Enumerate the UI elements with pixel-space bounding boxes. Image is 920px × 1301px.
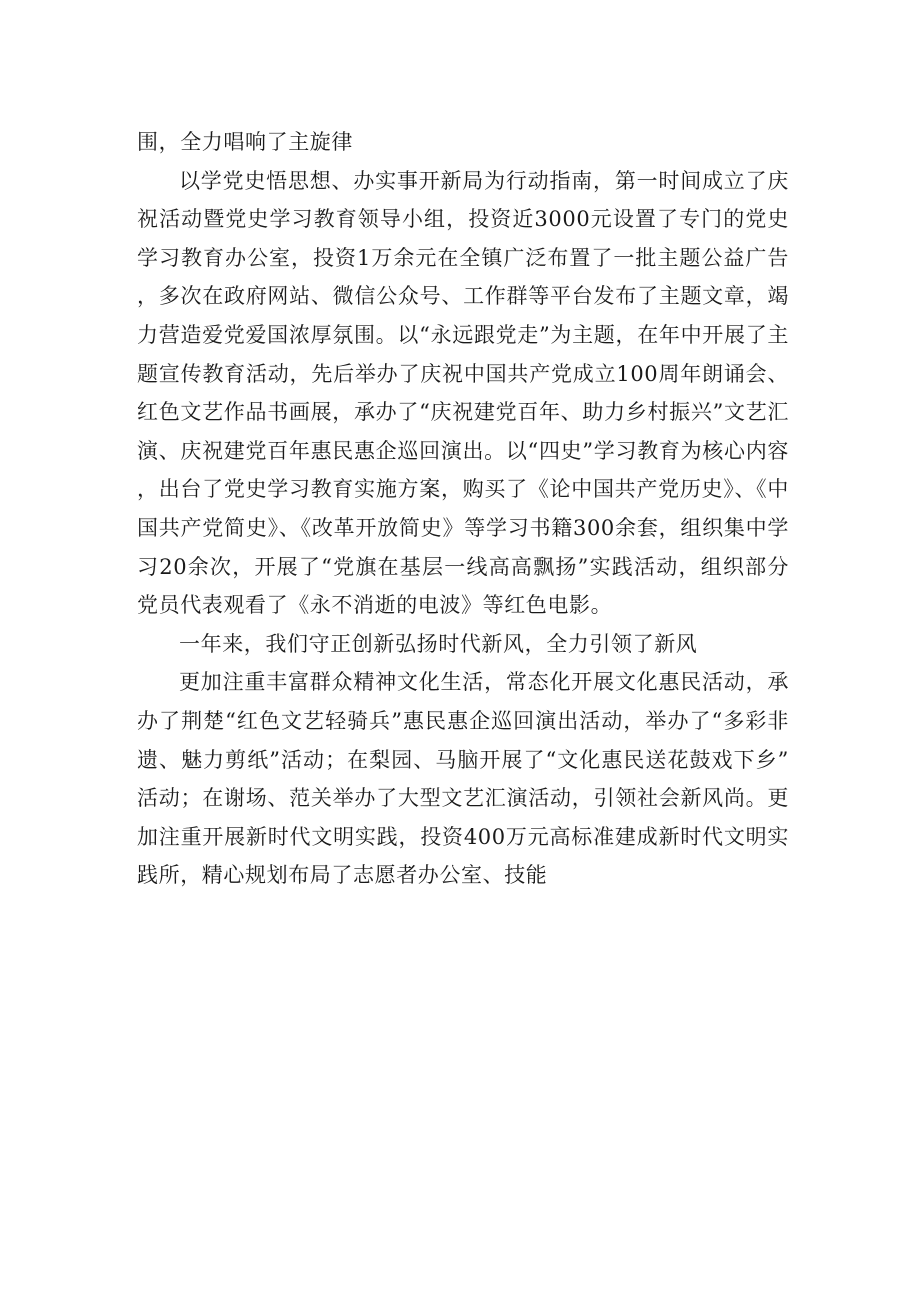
document-page — [137, 123, 789, 895]
paragraph-3: 一年来，我们守正创新弘扬时代新风，全力引领了新风 — [179, 631, 698, 656]
paragraph-4: 更加注重丰富群众精神文化生活，常态化开展文化惠民活动，承办了荆楚“红色文艺轻骑兵”惠民惠企巡回演出活动，举办了“多彩非遗、魅力剪纸”活动；在梨园、马脑开展了“文化惠民送花鼓戏下乡”活动；在谢场、范关举办了大型文艺汇演活动，引领社会新风尚。更加注重开展新时代文明实践，投资400万元高标准建成新时代文明实践所，精心规划布局了志愿者办公室、技能 — [137, 670, 789, 888]
paragraph-2: 以学党史悟思想、办实事开新局为行动指南，第一时间成立了庆祝活动暨党史学习教育领导小组，投资近3000元设置了专门的党史学习教育办公室，投资1万余元在全镇广泛布置了一批主题公益广告，多次在政府网站、微信公众号、工作群等平台发布了主题文章，竭力营造爱党爱国浓厚氛围。以“永远跟党走”为主题，在年中开展了主题宣传教育活动，先后举办了庆祝中国共产党成立100周年朗诵会、红色文艺作品书画展，承办了“庆祝建党百年、助力乡村振兴”文艺汇演、庆祝建党百年惠民惠企巡回演出。以“四史”学习教育为核心内容，出台了党史学习教育实施方案，购买了《论中国共产党历史》、《中国共产党简史》、《改革开放简史》等学习书籍300余套，组织集中学习20余次，开展了“党旗在基层一线高高飘扬”实践活动，组织部分党员代表观看了《永不消逝的电波》等红色电影。 — [137, 168, 789, 618]
paragraph-1: 围，全力唱响了主旋律 — [137, 130, 353, 154]
